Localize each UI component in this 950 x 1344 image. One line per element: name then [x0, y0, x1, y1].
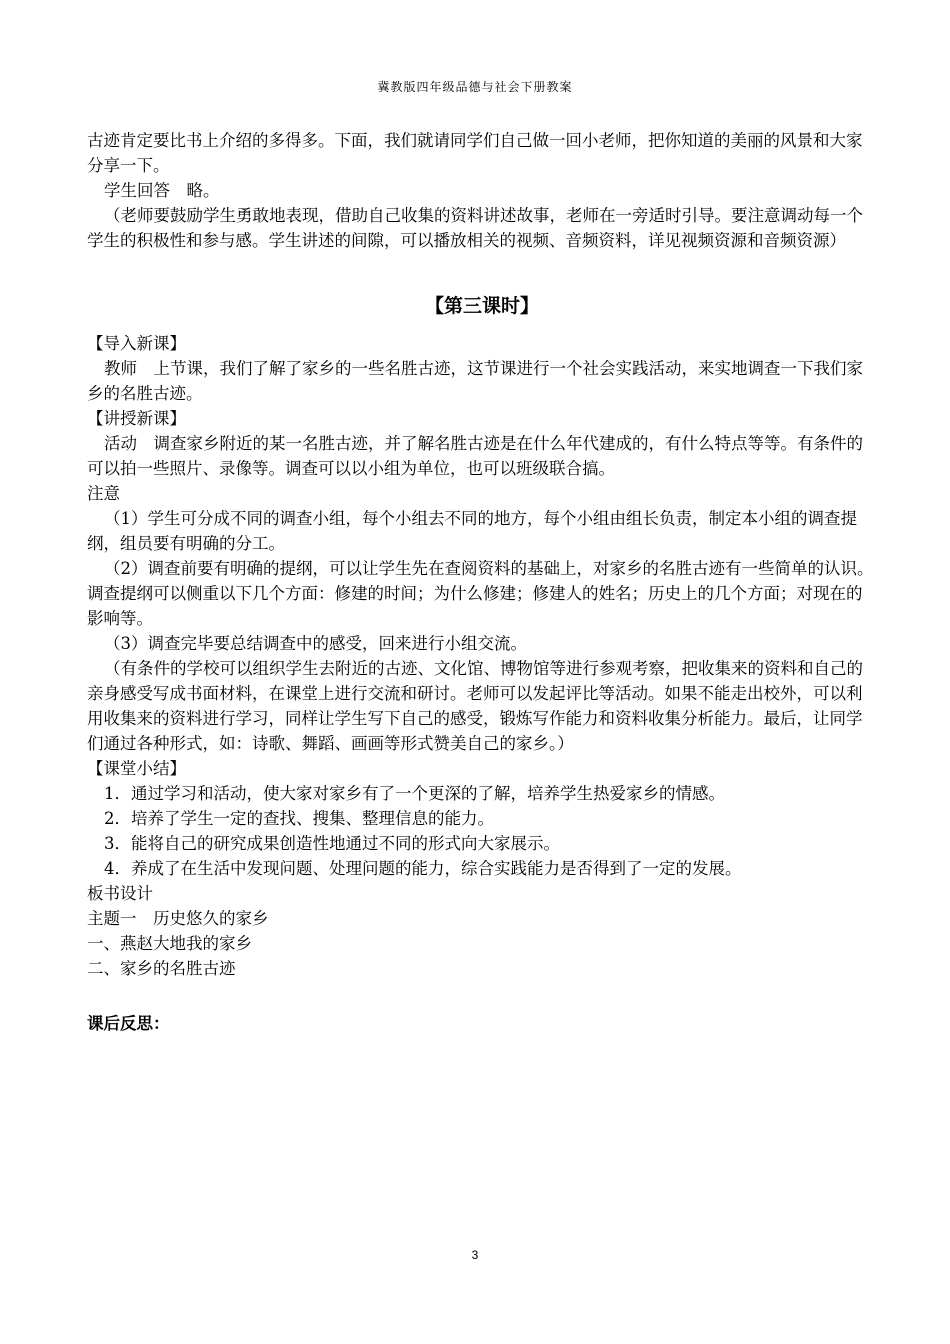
document-body: [87, 128, 877, 1036]
summary-item: 3．能将自己的研究成果创造性地通过不同的形式向大家展示。: [104, 834, 560, 853]
intro-text: 教师 上节课，我们了解了家乡的一些名胜古迹，这节课进行一个社会实践活动，来实地调查一下我们家乡的名胜古迹。: [87, 359, 863, 403]
note-item: （2）调查前要有明确的提纲，可以让学生先在查阅资料的基础上，对家乡的名胜古迹有一些简单的认识。调查提纲可以侧重以下几个方面：修建的时间；为什么修建；修建人的姓名；历史上的几个方面；对现在的影响等。: [87, 559, 874, 628]
board-line: 二、家乡的名胜古迹: [87, 959, 236, 978]
teacher-note: （老师要鼓励学生勇敢地表现，借助自己收集的资料讲述故事，老师在一旁适时引导。要注意调动每一个学生的积极性和参与感。学生讲述的间隙，可以播放相关的视频、音频资料，详见视频资源和音频资源）: [87, 206, 863, 250]
page-number: 3: [471, 1248, 479, 1262]
note-label: 注意: [87, 484, 120, 503]
board-heading: 板书设计: [87, 884, 153, 903]
summary-item: 2．培养了学生一定的查找、搜集、整理信息的能力。: [104, 809, 494, 828]
intro-heading: 【导入新课】: [87, 334, 186, 353]
reflection-label: 课后反思：: [87, 1014, 170, 1033]
student-answer: 学生回答 略。: [104, 181, 220, 200]
activity-text: 活动 调查家乡附近的某一名胜古迹，并了解名胜古迹是在什么年代建成的，有什么特点等等。有条件的可以拍一些照片、录像等。调查可以以小组为单位，也可以班级联合搞。: [87, 434, 863, 478]
page-header: 冀教版四年级品德与社会下册教案: [377, 80, 573, 94]
note-item: （1）学生可分成不同的调查小组，每个小组去不同的地方，每个小组由组长负责，制定本小组的调查提纲，组员要有明确的分工。: [87, 509, 857, 553]
summary-item: 1．通过学习和活动，使大家对家乡有了一个更深的了解，培养学生热爱家乡的情感。: [104, 784, 725, 803]
lesson-title: 【第三课时】: [424, 295, 539, 317]
teach-heading: 【讲授新课】: [87, 409, 186, 428]
extra-note: （有条件的学校可以组织学生去附近的古迹、文化馆、博物馆等进行参观考察，把收集来的资料和自己的亲身感受写成书面材料，在课堂上进行交流和研讨。老师可以发起评比等活动。如果不能走出校外，可以利用收集来的资料进行学习，同样让学生写下自己的感受，锻炼写作能力和资料收集分析能力。最后，让同学们通过各种形式，如：诗歌、舞蹈、画画等形式赞美自己的家乡。）: [87, 659, 863, 753]
summary-heading: 【课堂小结】: [87, 759, 186, 778]
note-item: （3）调查完毕要总结调查中的感受，回来进行小组交流。: [104, 634, 527, 653]
summary-item: 4．养成了在生活中发现问题、处理问题的能力，综合实践能力是否得到了一定的发展。: [104, 859, 742, 878]
board-line: 主题一 历史悠久的家乡: [87, 909, 269, 928]
intro-paragraph: 古迹肯定要比书上介绍的多得多。下面，我们就请同学们自己做一回小老师，把你知道的美丽的风景和大家分享一下。: [87, 131, 863, 175]
board-line: 一、燕赵大地我的家乡: [87, 934, 252, 953]
